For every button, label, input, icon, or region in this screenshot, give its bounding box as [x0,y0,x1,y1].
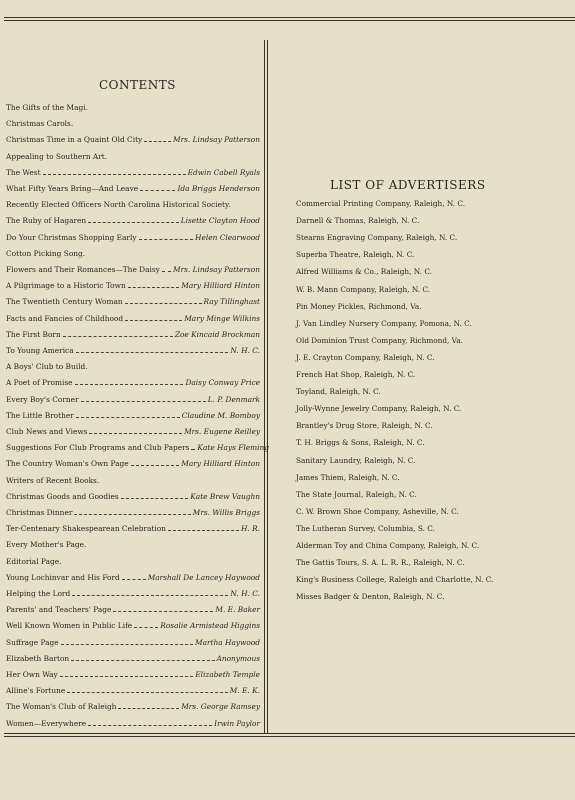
contents-entry-title: A Boys' Club to Build. [6,362,88,372]
contents-entry-title: Christmas Carols. [6,119,74,129]
contents-entry-title: Suggestions For Club Programs and Club Papers [6,443,190,453]
advertiser-item: Pin Money Pickles, Richmond, Va. [296,301,422,311]
contents-entry-title: Recently Elected Officers North Carolina Historical Society. [6,200,231,210]
contents-entry [6,261,260,274]
dot-leader [81,401,206,402]
contents-entry [6,277,260,290]
contents-entry [6,504,260,517]
contents-entry [6,455,260,468]
contents-entry-author: Rosalie Armistead Higgins [160,621,260,631]
contents-entry [6,423,260,436]
dot-leader [118,708,179,709]
contents-entry [6,99,260,112]
advertiser-item: Misses Badger & Denton, Raleigh, N. C. [296,592,445,602]
dot-leader [43,174,186,175]
dot-leader [191,449,195,450]
contents-entry [6,148,260,161]
contents-entry-title: Her Own Way [6,670,58,679]
contents-entry-author: N. H. C. [230,346,260,355]
contents-entry-title: The Twentieth Century Woman [6,297,123,307]
dot-leader [72,595,228,596]
contents-entry [6,650,260,663]
dot-leader [128,287,180,288]
contents-entry-author: N. H. C. [230,589,260,598]
contents-entry-title: Young Lochinvar and His Ford [6,572,120,582]
contents-entry [6,520,260,533]
contents-entry-author: Mrs. Lindsay Patterson [173,265,260,274]
dot-leader [89,433,182,434]
dot-leader [125,320,182,321]
contents-entry-author: Anonymous [216,653,260,663]
contents-entry-title: Every Boy's Corner [6,394,79,404]
advertiser-item: C. W. Brown Shoe Company, Asheville, N. C. [296,506,459,516]
contents-entry-author: M. E. Baker [215,605,260,615]
contents-entry-author: Edwin Cabell Ryals [187,167,260,177]
contents-entry [6,553,260,566]
contents-entry [6,536,260,549]
advertiser-item: J. Van Lindley Nursery Company, Pomona, N. C. [296,318,472,328]
dot-leader [67,692,227,693]
advertiser-item: Jolly-Wynne Jewelry Company, Raleigh, N. C. [296,404,462,414]
contents-entry-title: Elizabeth Barton [6,653,70,663]
dot-leader [71,660,214,661]
contents-entry-author: Lisette Clayton Hood [180,216,260,226]
dot-leader [168,530,239,531]
contents-entry-title: The Woman's Club of Raleigh [6,702,117,712]
contents-entry-title: The Country Woman's Own Page [6,459,129,469]
advertiser-item: W. B. Mann Company, Raleigh, N. C. [296,284,431,294]
contents-entry [6,196,260,209]
contents-entry [6,293,260,306]
contents-entry [6,601,260,614]
contents-entry-title: Writers of Recent Books. [6,475,100,485]
advertiser-item: The State Journal, Raleigh, N. C. [296,489,417,499]
contents-entry-author: Ray Tillinghast [203,297,260,307]
advertiser-item: King's Business College, Raleigh and Charlotte, N. C. [296,575,494,585]
advertiser-item: Sanitary Laundry, Raleigh, N. C. [296,455,416,465]
contents-entry [6,407,260,420]
contents-entry-author: L. P. Denmark [207,394,260,404]
contents-entry-title: Well Known Women in Public Life [6,621,133,631]
contents-entry [6,310,260,323]
contents-entry-title: Christmas Time in a Quaint Old City [6,135,143,145]
advertiser-item: James Thiem, Raleigh, N. C. [296,472,400,482]
advertiser-item: Toyland, Raleigh, N. C. [296,387,381,397]
contents-entry-title: Christmas Goods and Goodies [6,491,119,501]
dot-leader [122,579,146,580]
advertiser-item: The Lutheran Survey, Columbia, S. C. [296,523,435,533]
contents-entry-author: Mary Hilliard Hinton [181,459,260,469]
contents-entry-title: Editorial Page. [6,556,62,566]
contents-entry-title: Facts and Fancies of Childhood [6,313,124,323]
contents-entry-title: The Gifts of the Magi. [6,103,88,112]
dot-leader [88,222,179,223]
dot-leader [162,271,171,272]
advertiser-item: Old Dominion Trust Company, Richmond, Va. [296,335,463,345]
dot-leader [88,725,212,726]
contents-entry-author: Irwin Paylor [214,718,260,728]
contents-entry-author: Mrs. Willis Briggs [192,508,260,517]
contents-entry-title: The Little Brother [6,410,74,420]
advertiser-item: J. E. Crayton Company, Raleigh, N. C. [296,352,435,362]
dot-leader [76,417,180,418]
contents-entry-title: A Poet of Promise [6,378,73,388]
contents-entry-title: A Pilgrimage to a Historic Town [6,281,126,291]
contents-entry-title: Ter-Centenary Shakespearean Celebration [6,524,166,534]
dot-leader [60,676,193,677]
contents-entry-title: To Young America [6,346,74,355]
dot-leader [139,239,194,240]
advertiser-item: T. H. Briggs & Sons, Raleigh, N. C. [296,438,425,448]
contents-entry-title: Club News and Views [6,427,88,436]
advertiser-item: Alderman Toy and China Company, Raleigh, N. C. [296,541,480,550]
contents-entry-title: Flowers and Their Romances—The Daisy [6,265,160,274]
contents-entry [6,439,269,453]
contents-entry [6,585,260,598]
contents-entry-author: Mary Minge Wilkins [184,313,260,323]
contents-entry-author: M. E. K. [229,686,260,696]
contents-entry-author: Claudine M. Bomboy [181,410,260,420]
contents-entry-title: The Ruby of Hagaren [6,216,87,226]
bottom-rule [4,733,575,737]
contents-entry-title: Parents' and Teachers' Page [6,605,112,615]
contents-entry-title: Suffrage Page [6,637,59,647]
contents-entry-title: Women—Everywhere [6,718,87,728]
contents-entry-author: Kate Brew Vaughn [190,491,260,501]
contents-entry-title: The West [6,167,41,177]
contents-entry [6,342,260,355]
advertiser-item: Superba Theatre, Raleigh, N. C. [296,250,415,260]
contents-entry-title: Appealing to Southern Art. [6,151,108,161]
advertiser-item: Alfred Williams & Co., Raleigh, N. C. [296,267,432,277]
contents-entry-title: Christmas Dinner [6,508,73,517]
dot-leader [144,141,171,142]
contents-entry-title: Helping the Lord [6,589,71,598]
advertiser-item: Darnell & Thomas, Raleigh, N. C. [296,216,420,226]
contents-entry-title: Alline's Fortune [6,686,66,696]
contents-entry [6,682,260,695]
contents-entry [6,617,260,630]
dot-leader [63,336,173,337]
dot-leader [75,384,184,385]
contents-entry [6,180,260,193]
dot-leader [61,644,193,645]
contents-entry [6,472,260,485]
contents-entry [6,229,260,242]
contents-entry-author: Kate Hays Fleming [197,443,269,453]
dot-leader [121,498,189,499]
dot-leader [131,465,180,466]
contents-entry [6,715,260,728]
dot-leader [76,352,229,353]
contents-entry [6,569,260,582]
contents-entry [6,488,260,501]
contents-entry-author: Zoe Kincaid Brockman [174,329,260,339]
contents-entry-title: Do Your Christmas Shopping Early [6,232,137,242]
top-rule [4,17,575,21]
contents-entry-author: Mrs. George Ramsey [181,702,260,712]
contents-entry-title: Cotton Picking Song. [6,248,86,258]
contents-entry [6,245,260,258]
advertisers-heading: LIST OF ADVERTISERS [330,178,486,192]
contents-entry [6,212,260,225]
advertiser-item: Brantley's Drug Store, Raleigh, N. C. [296,421,433,431]
contents-entry-title: The First Born [6,329,61,339]
contents-entry-author: Elizabeth Temple [195,670,260,679]
contents-entry [6,358,260,371]
dot-leader [140,190,175,191]
column-divider [264,40,268,733]
contents-entry-author: Marshall De Lancey Haywood [147,572,260,582]
contents-entry-author: Helen Clearwood [195,232,260,242]
dot-leader [125,303,202,304]
advertiser-item: French Hat Shop, Raleigh, N. C. [296,370,416,379]
contents-entry-author: Mrs. Eugene Reilley [184,427,260,436]
contents-entry-author: H. R. [240,524,260,534]
advertiser-item: Commercial Printing Company, Raleigh, N. C. [296,199,466,208]
contents-entry-title: What Fifty Years Bring—And Leave [6,184,139,193]
dot-leader [113,611,213,612]
contents-entry-author: Ida Briggs Henderson [177,184,260,193]
advertiser-item: The Gattis Tours, S. A. L. R. R., Raleigh, N. C. [296,558,465,568]
contents-entry [6,391,260,404]
contents-entry-title: Every Mother's Page. [6,540,87,550]
contents-heading: CONTENTS [99,78,177,92]
contents-entry [6,115,260,128]
dot-leader [74,514,190,515]
contents-entry [6,666,260,679]
contents-entry [6,164,260,177]
contents-entry-author: Daisy Conway Price [185,378,260,388]
contents-entry [6,374,260,387]
advertiser-item: Stearns Engraving Company, Raleigh, N. C. [296,233,458,243]
contents-entry [6,698,260,711]
contents-entry-author: Mary Hilliard Hinton [181,281,260,291]
contents-entry-author: Martha Haywood [195,637,260,647]
contents-entry-author: Mrs. Lindsay Patterson [173,135,260,145]
contents-entry [6,326,260,339]
contents-entry [6,634,260,647]
dot-leader [134,627,158,628]
contents-entry [6,131,260,144]
